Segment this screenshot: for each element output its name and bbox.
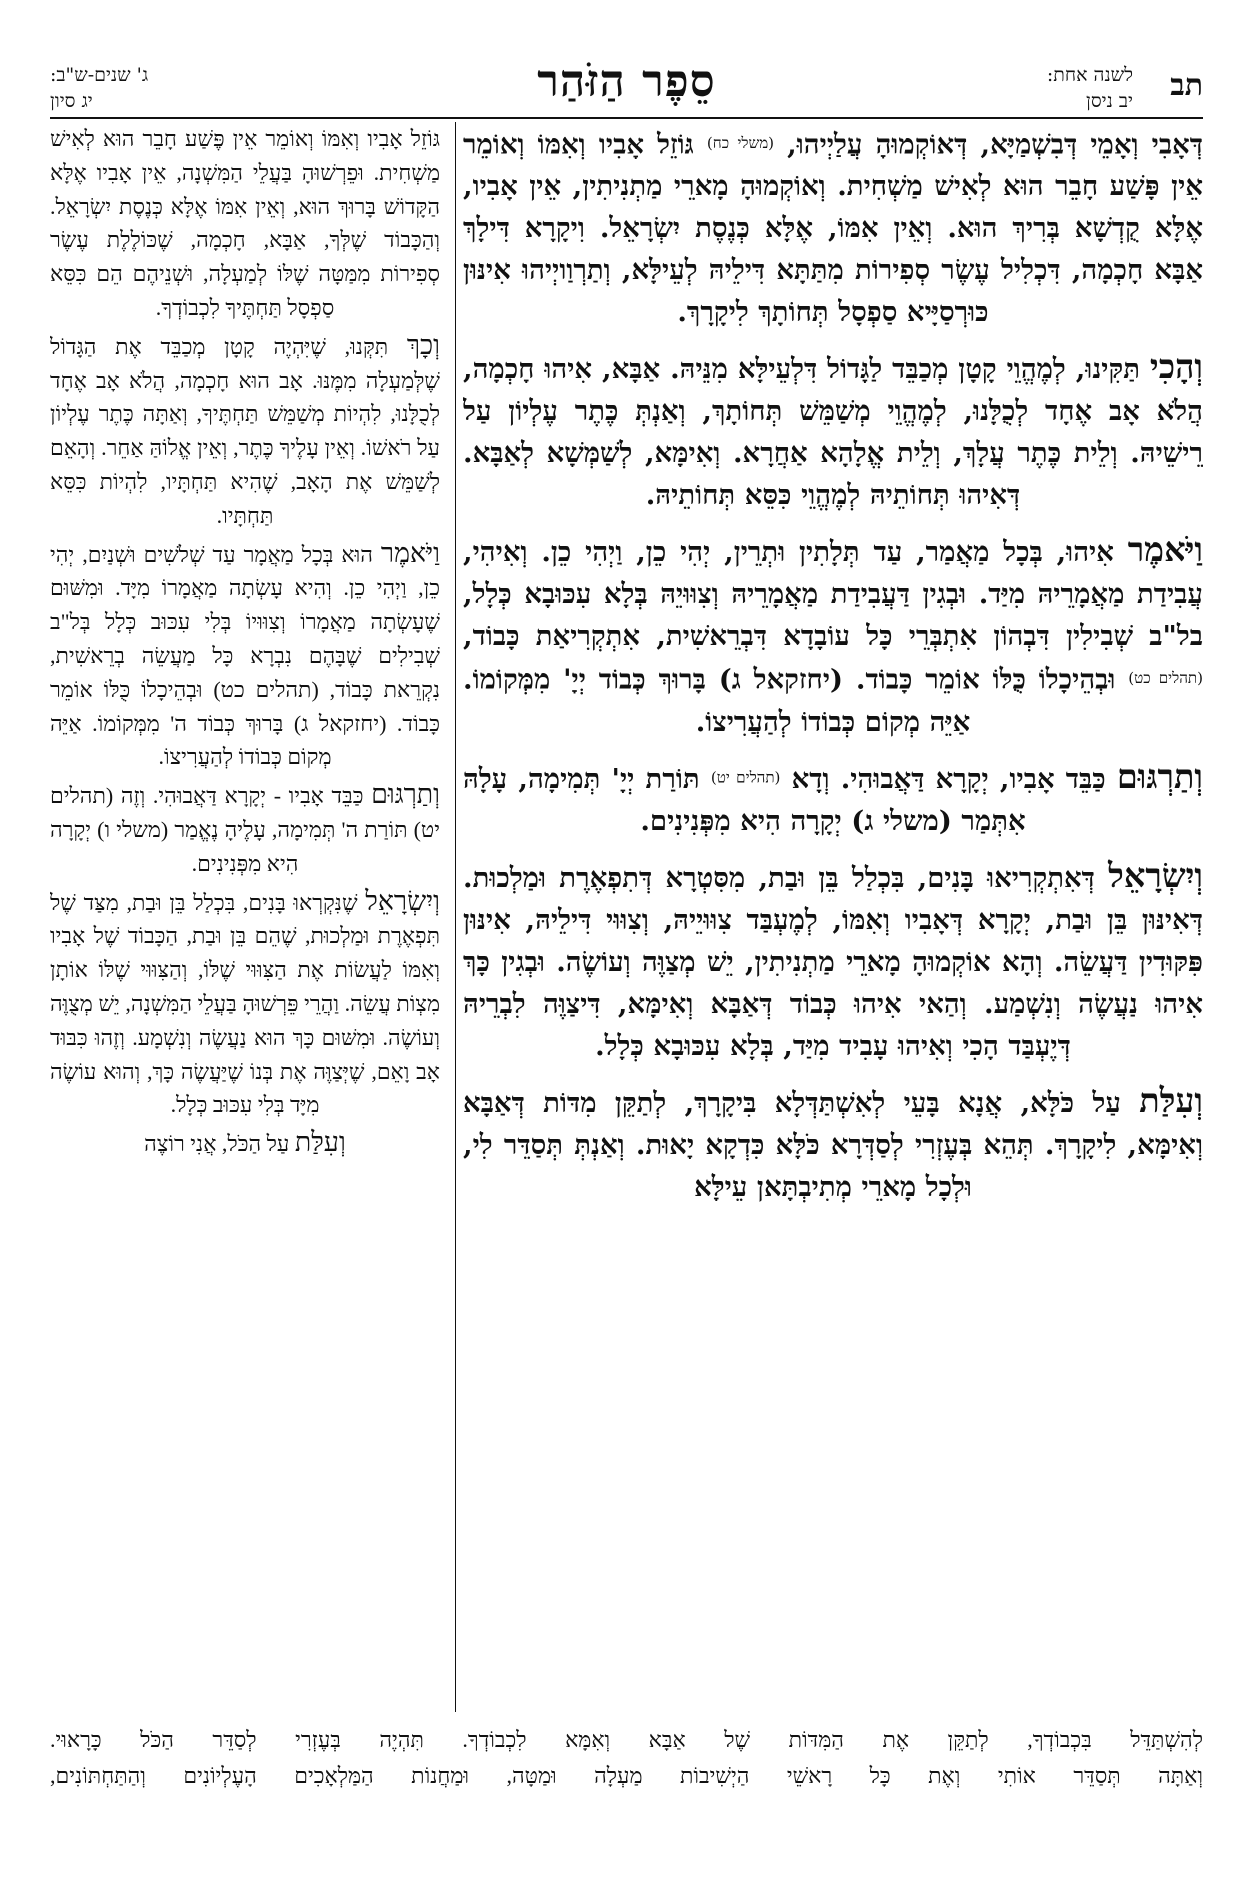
- side-text: שֶׁנִּקְרְאוּ בָּנִים, בִּכְלַל בֵּן וּבַת, מִצַּד שֶׁל תִּפְאֶרֶת וּמַלְכוּת, שֶׁהֵם בֵּן וּבַת, הַכָּבוֹד שֶׁל אָבִיו וְאִמּוֹ לַעֲשׂוֹת אֶת הַצִּוּוּי שֶׁלּוֹ, וְהַצִּוּוּי שֶׁלּוֹ אוֹתָן מִצְוֹת עֲשֵׂה. וַהֲרֵי פֵּרְשׁוּהָ בַּעֲלֵי הַמִּשְׁנָה, יֵשׁ מְצֻוֶּה וְעוֹשֶׂה. וּמִשּׁוּם כָּךְ הוּא נַעֲשֶׂה וְנִשְׁמָע. וְזֶהוּ כִּבּוּד אָב וָאֵם, שֶׁיְּצַוֶּה אֶת בְּנוֹ שֶׁיַּעֲשֶׂה כָּךְ, וְהוּא עוֹשֶׂה מִיָּד בְּלִי עִכּוּב כְּלָל.: [50, 889, 440, 1118]
- main-lead-word: וַיֹּאמֶר: [1127, 529, 1203, 570]
- side-paragraph: [50, 778, 440, 880]
- main-lead-word: וְעִלַּת: [1139, 1079, 1203, 1120]
- side-lead-word: וְעִלַּת: [294, 1127, 346, 1158]
- main-text: אִיהוּ, בְּכָל מַאֲמַר, עַד תְּלָתִין וּתְרֵין, יְהִי כֵן, וַיְהִי כֵן. וְאִיהִי, עֲבִידַת מַאֲמָרֵיהּ מִיַּד. וּבְגִין דַּעֲבִידַת מַאֲמָרֵיהּ וְצִוּוּיֵהּ בְּלָא עִכּוּבָא כְּלָל, בל"ב שְׁבִילִין דִּבְהוֹן אִתְבְּרֵי כָּל עוֹבָדָא דִּבְרֵאשִׁית, אִתְקְרִיאַת כָּבוֹד,: [463, 536, 1203, 653]
- main-paragraph: [463, 854, 1203, 1067]
- side-text: כַּבֵּד אָבִיו - יְקָרָא דַּאֲבוּהִי. וְזֶה (תהלים יט) תּוֹרַת ה' תְּמִימָה, עָלֶיהָ נֶאֱמַר (משלי ו) יְקָרָה הִיא מִפְּנִינִים.: [50, 783, 440, 876]
- main-text-continued: וּבְהֵיכָלוֹ כֻּלּוֹ אוֹמֵר כָּבוֹד. (יחזקאל ג) בָּרוּךְ כְּבוֹד יְיָ' מִמְּקוֹמוֹ. אַיֵּה מְקוֹם כְּבוֹדוֹ לְהַעֲרִיצוֹ.: [463, 663, 1129, 738]
- main-paragraph: [463, 122, 1203, 333]
- bottom-line-2: וְאַתָּה תְּסַדֵּר אוֹתִי וְאֶת כָּל רָאשֵׁי הַיְשִׁיבוֹת מַעְלָה וּמַטָּה, וּמַחֲנוֹת הַמַּלְאָכִים הָעֶלְיוֹנִים וְהַתַּחְתּוֹנִים,: [50, 1763, 1203, 1788]
- page-number: תב: [1170, 68, 1203, 103]
- main-citation: (תהלים כט): [1128, 669, 1203, 688]
- book-title: סֵפֶר הַזֹּהַר: [537, 56, 716, 107]
- header-rule: [50, 117, 1203, 119]
- main-lead-word: וְהָכִי: [1149, 346, 1203, 387]
- main-paragraph: [463, 1079, 1203, 1208]
- column-divider: [455, 122, 456, 1712]
- side-lead-word: וְתַרְגּוּם: [371, 779, 440, 810]
- side-lead-word: וַיֹּאמֶר: [380, 537, 440, 568]
- header-schedule-label: לשנה אחת:: [1046, 64, 1133, 86]
- bottom-continuation: [50, 1722, 1203, 1794]
- main-text: דְּאָבִי וְאָמֵי דְּבִשְׁמַיָּא, דְּאוֹקְמוּהָ עֲלַיְיהוּ,: [774, 128, 1203, 161]
- main-text: תַּקִּינוּ, לְמֶהֱוֵי קָטָן מְכַבֵּד לַגָּדוֹל דִּלְעֵילָּא מִנֵּיהּ. אַבָּא, אִיהוּ חָכְמָה, הֲלֹא אָב אֶחָד לְכֻלָּנוּ, לְמֶהֱוֵי מְשַׁמֵּשׁ תְּחוֹתָךְ, וְאַנְתְּ כֶּתֶר עֶלְיוֹן עַל רֵישֵׁיהּ. וְלֵית כֶּתֶר עֲלָךְ, וְלֵית אֱלָהָא אַחֲרָא. וְאִימָּא, לְשַׁמְּשָׁא לְאַבָּא. דְּאִיהוּ תְּחוֹתֵיהּ לְמֶהֱוֵי כִּסֵּא תְּחוֹתֵיהּ.: [463, 353, 1203, 512]
- side-text: תִּקְּנוּ, שֶׁיִּהְיֶה קָטָן מְכַבֵּד אֶת הַגָּדוֹל שֶׁלְּמַעְלָה מִמֶּנּוּ. אָב הוּא חָכְמָה, הֲלֹא אָב אֶחָד לְכֻלָּנוּ, לִהְיוֹת מְשַׁמֵּשׁ תַּחְתֶּיךָ, וְאַתָּה כֶּתֶר עֶלְיוֹן עַל רֹאשׁוֹ. וְאֵין עָלֶיךָ כֶּתֶר, וְאֵין אֱלוֹהַּ אַחֵר. וְהָאֵם לְשַׁמֵּשׁ אֶת הָאָב, שֶׁהִיא תַּחְתָּיו, לִהְיוֹת כִּסֵּא תַּחְתָּיו.: [50, 333, 440, 528]
- main-lead-word: וְיִשְׂרָאֵל: [1108, 854, 1203, 895]
- main-citation: (תהלים יט): [710, 768, 781, 787]
- main-text: כַּבֵּד אָבִיו, יְקָרָא דַּאֲבוּהִי. וְדָא: [780, 762, 1117, 795]
- main-lead-word: וְתַרְגּוּם: [1116, 755, 1203, 796]
- header-schedule-label-alt: ג' שנים-ש"ב:: [50, 64, 149, 86]
- header-date-right: [50, 62, 148, 114]
- main-text-column: [463, 122, 1203, 1712]
- side-text: עַל הַכֹּל, אֲנִי רוֹצֶה: [144, 1131, 295, 1157]
- side-text: הוּא בְּכָל מַאֲמָר עַד שְׁלֹשִׁים וּשְׁנַיִם, יְהִי כֵן, וַיְהִי כֵן. וְהִיא עָשְׂתָה מַאֲמָרוֹ מִיָּד. וּמִשּׁוּם שֶׁעָשְׂתָה מַאֲמָרוֹ וְצִוּוּיוֹ בְּלִי עִכּוּב כְּלָל בְּל"ב שְׁבִילִים שֶׁבָּהֶם נִבְרָא כָּל מַעֲשֵׂה בְרֵאשִׁית, נִקְרֵאת כָּבוֹד, (תהלים כט) וּבְהֵיכָלוֹ כֻּלּוֹ אוֹמֵר כָּבוֹד. (יחזקאל ג) בָּרוּךְ כְּבוֹד ה' מִמְּקוֹמוֹ. אַיֵּה מְקוֹם כְּבוֹדוֹ לְהַעֲרִיצוֹ.: [50, 541, 440, 770]
- side-paragraph: [50, 885, 440, 1123]
- main-paragraph: [463, 528, 1203, 742]
- main-paragraph: [463, 755, 1203, 842]
- side-paragraph: [50, 122, 440, 325]
- side-paragraph: [50, 329, 440, 533]
- side-text: גּוֹזֵל אָבִיו וְאִמּוֹ וְאוֹמֵר אֵין פֶּשַׁע חָבֵר הוּא לְאִישׁ מַשְׁחִית. וּפֵרְשׁוּהָ בַּעֲלֵי הַמִּשְׁנָה, אֵין אָבִיו אֶלָּא הַקָּדוֹשׁ בָּרוּךְ הוּא, וְאֵין אִמּוֹ אֶלָּא כְּנֶסֶת יִשְׂרָאֵל. וְהַכָּבוֹד שֶׁלְּךָ, אַבָּא, חָכְמָה, שֶׁכּוֹלֶלֶת עֶשֶׂר סְפִירוֹת מִמַּטָּה שֶׁלּוֹ לְמַעְלָה, וּשְׁנֵיהֶם הֵם כִּסֵּא סַפְסָל תַּחְתֶּיךָ לִכְבוֹדְךָ.: [50, 126, 440, 320]
- main-text: עַל כֹּלָּא, אֲנָא בָּעֵי לְאִשְׁתַּדְּלָא בִּיקָרָךְ, לְתַקֵּן מִדּוֹת דְּאַבָּא וְאִימָּא, לִיקָרָךְ. תְּהֵא בְּעֶזְרִי לְסַדְּרָא כֹּלָּא כִּדְקָא יָאוּת. וְאַנְתְּ תְּסַדֵּר לִי, וּלְכָל מָארֵי מְתִיבְתָּאן עֵילָּא: [463, 1086, 1203, 1203]
- main-paragraph: [463, 345, 1203, 516]
- translation-column: [50, 122, 440, 1712]
- header-date-alt: יג סיון: [50, 90, 93, 112]
- side-paragraph: [50, 537, 440, 775]
- main-text: דְּאִתְקְרִיאוּ בָּנִים, בִּכְלַל בֵּן וּבַת, מִסִּטְרָא דְּתִפְאֶרֶת וּמַלְכוּת. דְּאִינּוּן בֵּן וּבַת, יְקָרָא דְּאָבִיו וְאִמּוֹ, לְמֶעְבַּד צִוּוּיֵיהּ, וְצִוּוּי דִּילֵיהּ, אִינּוּן פִּקּוּדִין דַּעֲשֵׂה. וְהָא אוֹקְמוּהָ מָארֵי מַתְנִיתִין, יֵשׁ מְצַוֶּה וְעוֹשֶׂה. וּבְגִין כָּךְ אִיהוּ נַעֲשֶׂה וְנִשְׁמַע. וְהַאי אִיהוּ כְּבוֹד דְּאַבָּא וְאִימָּא, דִּיצַוֶּה לִבְרֵיהּ דְּיֶעְבַּד הָכִי וְאִיהוּ עָבִיד מִיַּד, בְּלָא עִכּוּבָא כְּלָל.: [463, 861, 1203, 1062]
- main-text-continued: תּוֹרַת יְיָ' תְּמִימָה, עָלָהּ אִתְּמַר (משלי ג) יְקָרָה הִיא מִפְּנִינִים.: [463, 762, 1026, 837]
- bottom-line-1: לְהִשְׁתַּדֵּל בִּכְבוֹדְךָ, לְתַקֵּן אֶת הַמִּדּוֹת שֶׁל אַבָּא וְאִמָּא לִכְבוֹדְךָ. תִּהְיֶה בְּעֶזְרִי לְסַדֵּר הַכֹּל כָּרָאוּי.: [50, 1727, 1203, 1752]
- main-text-continued: גּוֹזֵל אָבִיו וְאִמּוֹ וְאוֹמֵר אֵין פָּשַׁע חָבֵר הוּא לְאִישׁ מַשְׁחִית. וְאוֹקְמוּהָ מָארֵי מַתְנִיתִין, אֵין אָבִיו, אֶלָּא קֻדְשָׁא בְּרִיךְ הוּא. וְאֵין אִמּוֹ, אֶלָּא כְּנֶסֶת יִשְׂרָאֵל. וִיקָרָא דִּילָךְ אַבָּא חָכְמָה, דִּכְלִיל עֶשֶׂר סְפִירוֹת מִתַּתָּא דִּילֵיהּ לְעֵילָּא, וְתַרְוַויְיהוּ אִינּוּן כּוּרְסַיָּיא סַפְסָל תְּחוֹתָךְ לִיקָרָךְ.: [463, 128, 1203, 329]
- side-paragraph: [50, 1126, 440, 1161]
- header-date: יב ניסן: [1086, 90, 1133, 112]
- page-header: [50, 56, 1203, 116]
- side-lead-word: וְכָךְ: [406, 329, 440, 360]
- side-lead-word: וְיִשְׂרָאֵל: [365, 885, 440, 916]
- main-citation: (משלי כח): [706, 134, 775, 152]
